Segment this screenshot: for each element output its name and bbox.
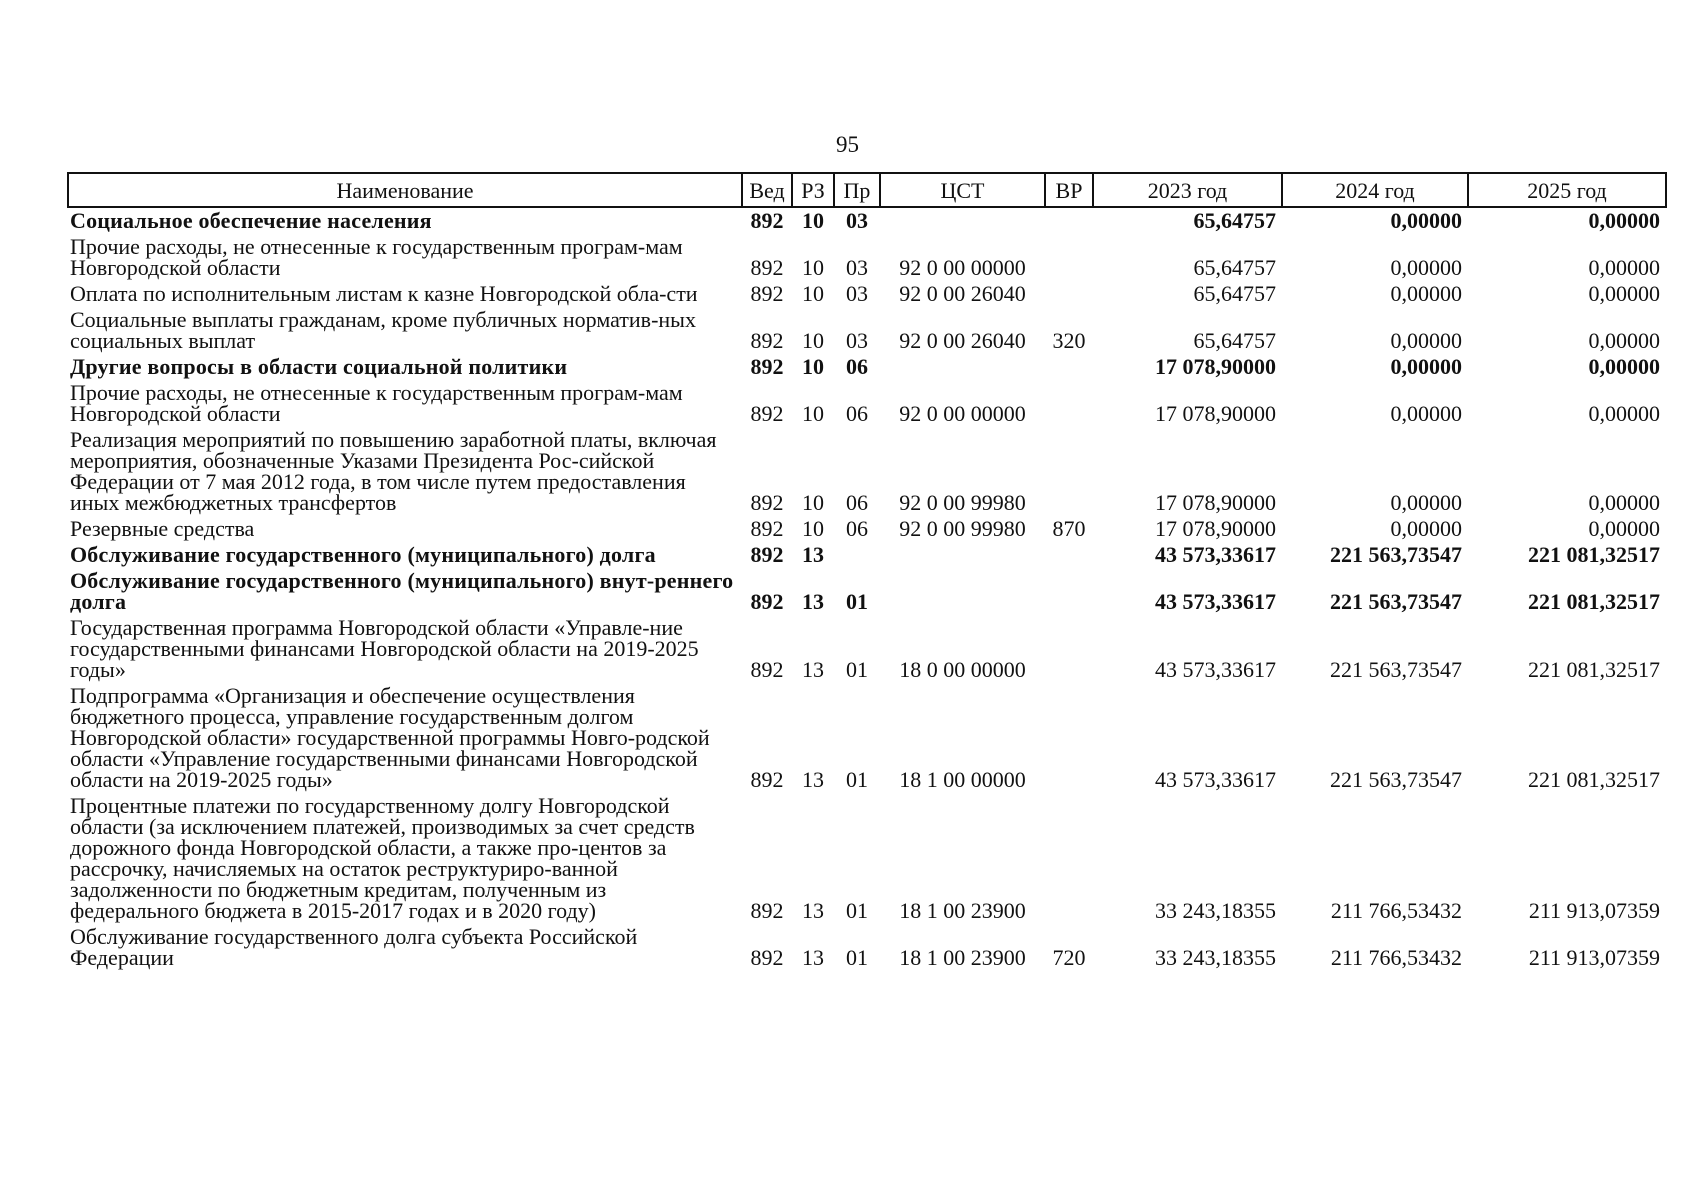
- row-vr: [1045, 615, 1093, 683]
- row-pr: 03: [846, 328, 868, 353]
- row-vr: [1045, 683, 1093, 793]
- row-ved: 892: [750, 354, 784, 379]
- row-pr: 01: [846, 589, 868, 614]
- row-rz: 10: [802, 490, 824, 515]
- row-vr: [1045, 207, 1093, 234]
- row-2023: 17 078,90000: [1155, 354, 1276, 379]
- row-rz: 13: [802, 657, 824, 682]
- row-2025: 0,00000: [1588, 208, 1660, 233]
- row-name: Государственная программа Новгородской области «Управле-ние государственными финансами Новгородской области на 2019-2025 годы»: [70, 615, 699, 682]
- row-2023: 33 243,18355: [1155, 898, 1276, 923]
- row-ved: 892: [750, 208, 784, 233]
- row-vr: [1045, 542, 1093, 568]
- header-cst: ЦСТ: [880, 173, 1045, 207]
- row-2025: 221 081,32517: [1528, 767, 1660, 792]
- header-rz: РЗ: [792, 173, 834, 207]
- table-row: [68, 615, 1666, 683]
- row-2023: 65,64757: [1193, 281, 1276, 306]
- table-row: [68, 542, 1666, 568]
- row-pr: 06: [846, 401, 868, 426]
- row-2024: 221 563,73547: [1330, 589, 1462, 614]
- row-ved: 892: [750, 898, 784, 923]
- row-rz: 10: [802, 255, 824, 280]
- row-rz: 10: [802, 401, 824, 426]
- table-row: [68, 380, 1666, 427]
- table-row: [68, 924, 1666, 971]
- row-name: Оплата по исполнительным листам к казне Новгородской обла-сти: [70, 281, 698, 306]
- row-ved: 892: [750, 767, 784, 792]
- table-header: [68, 173, 1666, 207]
- row-pr: 03: [846, 255, 868, 280]
- row-cst: 92 0 00 99980: [899, 516, 1026, 541]
- row-2023: 17 078,90000: [1155, 516, 1276, 541]
- budget-table: [67, 172, 1667, 971]
- row-name: Резервные средства: [70, 516, 255, 541]
- row-rz: 13: [802, 589, 824, 614]
- row-vr: 320: [1052, 328, 1086, 353]
- row-2023: 43 573,33617: [1155, 767, 1276, 792]
- row-name: Социальное обеспечение населения: [70, 208, 432, 233]
- row-cst: 92 0 00 00000: [899, 401, 1026, 426]
- header-2023: 2023 год: [1093, 173, 1282, 207]
- row-vr: [1045, 281, 1093, 307]
- row-2024: 0,00000: [1390, 255, 1462, 280]
- row-vr: 870: [1052, 516, 1086, 541]
- header-vr: ВР: [1045, 173, 1093, 207]
- row-pr: 03: [846, 281, 868, 306]
- row-2025: 0,00000: [1588, 255, 1660, 280]
- row-pr: 01: [846, 657, 868, 682]
- row-cst: 18 1 00 23900: [899, 945, 1026, 970]
- row-vr: 720: [1052, 945, 1086, 970]
- header-name: Наименование: [68, 173, 742, 207]
- row-2024: 221 563,73547: [1330, 542, 1462, 567]
- row-ved: 892: [750, 401, 784, 426]
- row-rz: 10: [802, 516, 824, 541]
- table-row: [68, 207, 1666, 234]
- row-vr: [1045, 793, 1093, 924]
- table-row: [68, 281, 1666, 307]
- row-name: Прочие расходы, не отнесенные к государственным програм-мам Новгородской области: [70, 380, 683, 426]
- row-2025: 221 081,32517: [1528, 542, 1660, 567]
- row-2024: 0,00000: [1390, 281, 1462, 306]
- table-body: [68, 207, 1666, 971]
- row-rz: 13: [802, 945, 824, 970]
- row-name: Процентные платежи по государственному долгу Новгородской области (за исключением платежей, производимых за счет средств дорожного фонда Новгородской области, а также про-центов за рассрочку, начисляемых на остаток реструктуриро-ванной задолженности по бюджетным кредитам, полученным из федерального бюджета в 2015-2017 годах и в 2020 году): [70, 793, 695, 923]
- row-2024: 0,00000: [1390, 328, 1462, 353]
- row-ved: 892: [750, 657, 784, 682]
- row-pr: 06: [846, 516, 868, 541]
- table-row: [68, 683, 1666, 793]
- row-ved: 892: [750, 945, 784, 970]
- table-row: [68, 307, 1666, 354]
- row-cst: 18 1 00 23900: [899, 898, 1026, 923]
- row-2024: 0,00000: [1390, 354, 1462, 379]
- row-cst: [880, 354, 1045, 380]
- row-pr: 06: [846, 490, 868, 515]
- row-2025: 0,00000: [1588, 490, 1660, 515]
- row-2025: 221 081,32517: [1528, 589, 1660, 614]
- table-row: [68, 354, 1666, 380]
- table-row: [68, 568, 1666, 615]
- row-name: Обслуживание государственного долга субъекта Российской Федерации: [70, 924, 638, 970]
- row-name: Социальные выплаты гражданам, кроме публичных норматив-ных социальных выплат: [70, 307, 696, 353]
- row-2025: 221 081,32517: [1528, 657, 1660, 682]
- page-number: 95: [836, 132, 859, 157]
- row-name: Прочие расходы, не отнесенные к государственным програм-мам Новгородской области: [70, 234, 683, 280]
- header-2025: 2025 год: [1468, 173, 1666, 207]
- row-2024: 211 766,53432: [1330, 898, 1462, 923]
- row-vr: [1045, 568, 1093, 615]
- row-vr: [1045, 380, 1093, 427]
- row-2023: 33 243,18355: [1155, 945, 1276, 970]
- row-cst: 18 1 00 00000: [899, 767, 1026, 792]
- row-name: Обслуживание государственного (муниципального) внут-реннего долга: [70, 568, 734, 614]
- row-2025: 0,00000: [1588, 281, 1660, 306]
- row-cst: 18 0 00 00000: [899, 657, 1026, 682]
- row-2024: 221 563,73547: [1330, 767, 1462, 792]
- row-2023: 43 573,33617: [1155, 542, 1276, 567]
- row-ved: 892: [750, 542, 784, 567]
- row-ved: 892: [750, 281, 784, 306]
- row-rz: 10: [802, 208, 824, 233]
- row-rz: 13: [802, 898, 824, 923]
- row-vr: [1045, 427, 1093, 516]
- table-row: [68, 516, 1666, 542]
- row-name: Реализация мероприятий по повышению заработной платы, включая мероприятия, обозначенные Указами Президента Рос-сийской Федерации от 7 мая 2012 года, в том числе путем предоставления иных межбюджетных трансфертов: [70, 427, 717, 515]
- row-ved: 892: [750, 516, 784, 541]
- row-pr: 03: [846, 208, 868, 233]
- budget-table-wrapper: [67, 172, 1665, 971]
- row-2024: 221 563,73547: [1330, 657, 1462, 682]
- row-name: Обслуживание государственного (муниципального) долга: [70, 542, 656, 567]
- row-ved: 892: [750, 328, 784, 353]
- row-vr: [1045, 234, 1093, 281]
- row-2023: 17 078,90000: [1155, 401, 1276, 426]
- row-cst: 92 0 00 26040: [899, 281, 1026, 306]
- row-2023: 65,64757: [1193, 328, 1276, 353]
- row-2024: 0,00000: [1390, 516, 1462, 541]
- row-cst: 92 0 00 26040: [899, 328, 1026, 353]
- row-2023: 43 573,33617: [1155, 589, 1276, 614]
- row-vr: [1045, 354, 1093, 380]
- row-rz: 10: [802, 328, 824, 353]
- row-rz: 13: [802, 767, 824, 792]
- header-pr: Пр: [834, 173, 880, 207]
- row-2025: 0,00000: [1588, 328, 1660, 353]
- row-pr: 01: [846, 767, 868, 792]
- row-rz: 13: [802, 542, 824, 567]
- row-2025: 0,00000: [1588, 516, 1660, 541]
- row-cst: 92 0 00 00000: [899, 255, 1026, 280]
- header-2024: 2024 год: [1282, 173, 1468, 207]
- row-2024: 211 766,53432: [1330, 945, 1462, 970]
- row-pr: 06: [846, 354, 868, 379]
- row-2025: 211 913,07359: [1528, 945, 1660, 970]
- row-ved: 892: [750, 490, 784, 515]
- row-2024: 0,00000: [1390, 208, 1462, 233]
- table-row: [68, 427, 1666, 516]
- table-row: [68, 234, 1666, 281]
- row-2025: 0,00000: [1588, 354, 1660, 379]
- row-pr: 01: [846, 945, 868, 970]
- row-2023: 65,64757: [1193, 208, 1276, 233]
- row-pr: [834, 542, 880, 568]
- row-rz: 10: [802, 354, 824, 379]
- row-2023: 17 078,90000: [1155, 490, 1276, 515]
- row-2025: 0,00000: [1588, 401, 1660, 426]
- row-cst: [880, 207, 1045, 234]
- row-rz: 10: [802, 281, 824, 306]
- row-cst: [880, 568, 1045, 615]
- header-ved: Вед: [742, 173, 792, 207]
- row-ved: 892: [750, 589, 784, 614]
- row-pr: 01: [846, 898, 868, 923]
- row-name: Подпрограмма «Организация и обеспечение осуществления бюджетного процесса, управление государственным долгом Новгородской области» государственной программы Новго-родской области «Управление государственными финансами Новгородской области на 2019-2025 годы»: [70, 683, 710, 792]
- row-name: Другие вопросы в области социальной политики: [70, 354, 568, 379]
- row-2023: 65,64757: [1193, 255, 1276, 280]
- row-2024: 0,00000: [1390, 490, 1462, 515]
- table-row: [68, 793, 1666, 924]
- row-ved: 892: [750, 255, 784, 280]
- row-2025: 211 913,07359: [1528, 898, 1660, 923]
- row-cst: 92 0 00 99980: [899, 490, 1026, 515]
- row-2023: 43 573,33617: [1155, 657, 1276, 682]
- row-2024: 0,00000: [1390, 401, 1462, 426]
- row-cst: [880, 542, 1045, 568]
